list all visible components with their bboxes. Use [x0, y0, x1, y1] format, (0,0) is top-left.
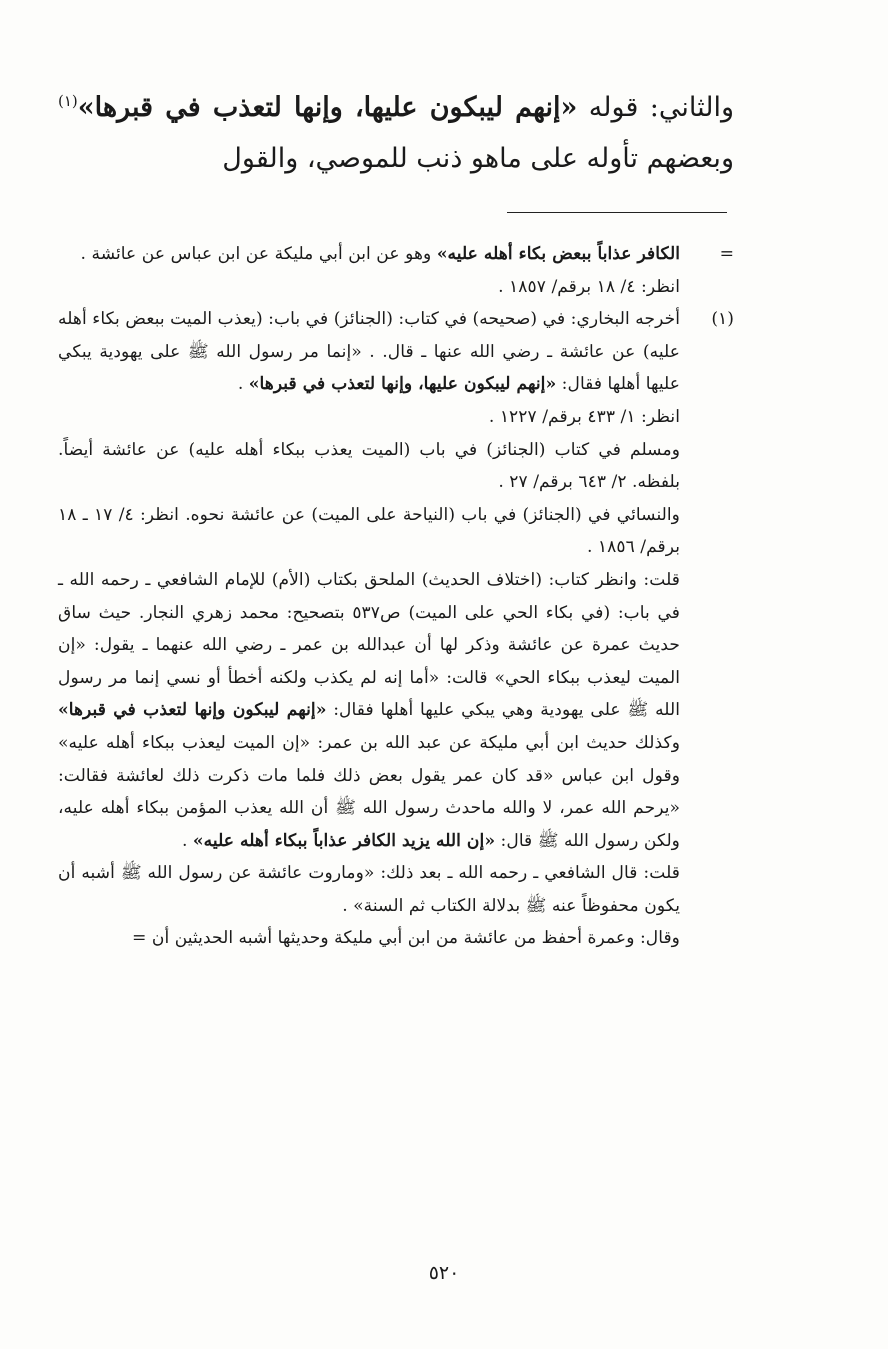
footnotes-block	[58, 238, 734, 955]
main-text-part2: وبعضهم تأوله على ماهو ذنب للموصي، والقول	[222, 143, 734, 174]
footnote-paragraph	[58, 238, 734, 271]
footnote-marker: =	[719, 244, 734, 264]
footnote-separator	[507, 212, 727, 213]
footnote-quote: «إن الله يزيد الكافر عذاباً ببكاء أهله عليه»	[192, 830, 496, 851]
footnote-text: ومسلم في كتاب (الجنائز) في باب (الميت يعذب ببكاء أهله عليه) عن عائشة أيضاً. بلفظه. ٢/ ٦٤٣ برقم/ ٢٧ .	[58, 439, 680, 493]
footnote-paragraph	[58, 303, 734, 401]
main-text-quote: «إنهم ليبكون عليها، وإنها لتعذب في قبرها»	[77, 92, 578, 123]
footnote-text: وكذلك حديث ابن أبي مليكة عن عبد الله بن عمر: «إن الميت ليعذب ببكاء أهله عليه» وقول ابن عباس «قد كان عمر يقول بعض ذلك فلما مات ذكرت ذلك لعائشة فقالت: «يرحم الله عمر، لا والله ماحدث رسول الله ﷺ أن الله يعذب المؤمن ببكاء أهله عليه، ولكن رسول الله ﷺ قال:	[58, 732, 680, 851]
footnote-text: وهو عن ابن أبي مليكة عن ابن عباس عن عائشة .	[80, 244, 437, 264]
footnote-paragraph	[58, 271, 734, 304]
footnote-reference: (١)	[58, 92, 78, 110]
footnote-text: .	[237, 374, 249, 395]
footnote-paragraph	[58, 857, 734, 922]
footnote-text: والنسائي في (الجنائز) في باب (النياحة على الميت) عن عائشة نحوه. انظر: ٤/ ١٧ ـ ١٨ برقم/ ١٨٥٦ .	[58, 504, 680, 558]
footnote-text: انظر: ٤/ ١٨ برقم/ ١٨٥٧ .	[498, 276, 680, 297]
footnote-paragraph	[58, 401, 734, 434]
footnote-paragraph	[58, 922, 734, 955]
page-number: ٥٢٠	[428, 1262, 460, 1284]
footnote-text: أخرجه البخاري: في (صحيحه) في كتاب: (الجنائز) في باب: (يعذب الميت ببعض بكاء أهله عليه) عن عائشة ـ رضي الله عنها ـ قال. . «إنما مر رسول الله ﷺ على يهودية يبكي عليها أهلها فقال:	[58, 309, 680, 395]
footnote-text: وقال: وعمرة أحفظ من عائشة من ابن أبي مليكة وحديثها أشبه الحديثين أن =	[132, 928, 680, 949]
footnote-text: قلت: وانظر كتاب: (اختلاف الحديث) الملحق بكتاب (الأم) للإمام الشافعي ـ رحمه الله ـ في باب: (في بكاء الحي على الميت) ص٥٣٧ بتصحيح: محمد زهري النجار. حيث ساق حديث عمرة عن عائشة وذكر لها أن عبدالله بن عمر ـ رضي الله عنهما ـ يقول: «إن الميت ليعذب ببكاء الحي» قالت: «أما إنه لم يكذب ولكنه أخطأ أو نسي إنما مر رسول الله ﷺ على يهودية وهي يبكي عليها أهلها فقال:	[58, 569, 680, 721]
footnote-quote: «إنهم ليبكون عليها، وإنها لتعذب في قبرها»	[248, 374, 557, 395]
footnote-paragraph	[58, 434, 734, 499]
footnote-paragraph	[58, 564, 734, 857]
main-text-block	[58, 82, 734, 184]
footnote-paragraph	[58, 499, 734, 564]
footnote-quote: «إنهم ليبكون وإنها لتعذب في قبرها»	[58, 700, 327, 721]
main-text-part1: والثاني: قوله	[577, 92, 734, 123]
footnote-quote: الكافر عذاباً ببعض بكاء أهله عليه»	[436, 244, 680, 264]
footnote-marker: (١)	[711, 309, 734, 330]
footnote-text: انظر: ١/ ٤٣٣ برقم/ ١٢٢٧ .	[488, 406, 680, 427]
footnote-text: .	[181, 830, 193, 851]
footnote-text: قلت: قال الشافعي ـ رحمه الله ـ بعد ذلك: «وماروت عائشة عن رسول الله ﷺ أشبه أن يكون محفوظاً عنه ﷺ بدلالة الكتاب ثم السنة» .	[58, 863, 680, 916]
